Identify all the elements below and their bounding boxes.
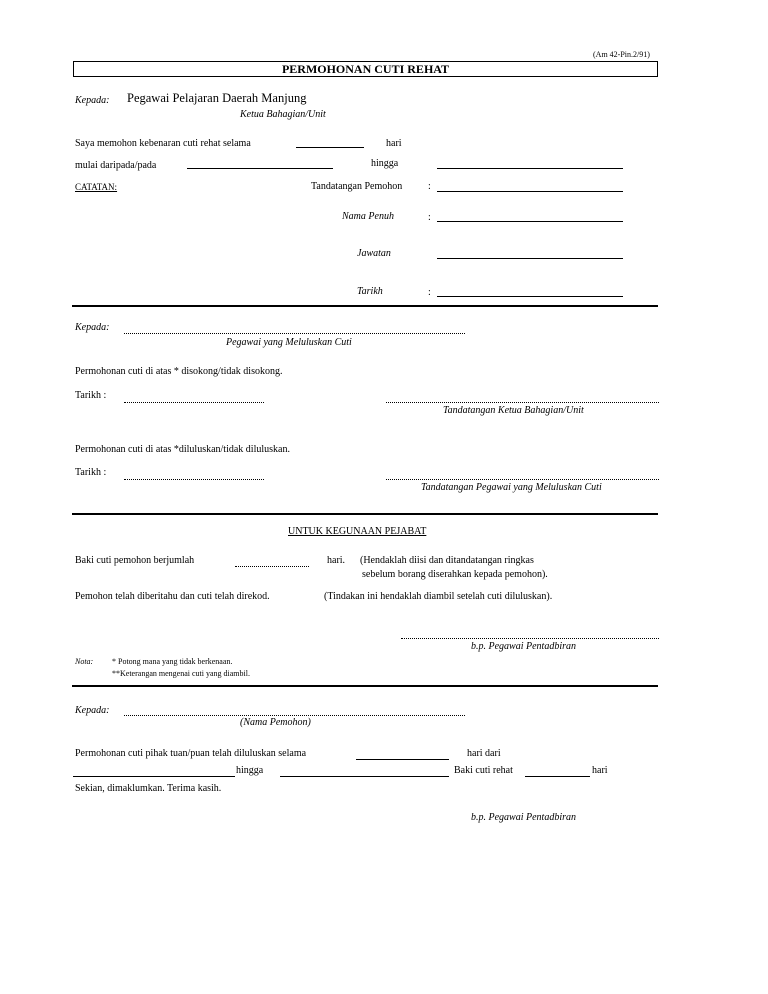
colon: : [428, 181, 431, 192]
applicant-name-label: (Nama Pemohon) [240, 717, 311, 728]
remaining-leave-label: Baki cuti rehat [454, 765, 513, 776]
admin-signature-label-2: b.p. Pegawai Pentadbiran [471, 812, 576, 823]
approved-start-field[interactable] [73, 776, 235, 777]
until-label-4: hingga [236, 765, 264, 776]
form-code: (Am 42-Pin.2/91) [593, 50, 650, 59]
approver-sub-label: Pegawai yang Meluluskan Cuti [226, 337, 352, 348]
approve-date-label: Tarikh : [75, 467, 107, 478]
form-title: PERMOHONAN CUTI REHAT [73, 61, 658, 77]
applicant-name-field[interactable] [124, 715, 465, 716]
colon: : [428, 212, 431, 223]
note-1: * Potong mana yang tidak berkenaan. [112, 657, 233, 666]
balance-field[interactable] [235, 566, 309, 567]
kepada-label-4: Kepada: [75, 705, 110, 716]
until-label: hingga [371, 158, 399, 169]
note-2: **Keterangan mengenai cuti yang diambil. [112, 669, 250, 678]
full-name-label: Nama Penuh [342, 211, 394, 222]
date-label: Tarikh [357, 286, 383, 297]
notified-note: (Tindakan ini hendaklah diambil setelah cuti diluluskan). [324, 591, 553, 602]
approve-text: Permohonan cuti di atas *diluluskan/tidak diluluskan. [75, 444, 290, 455]
kepada-sub-label: Ketua Bahagian/Unit [240, 109, 326, 120]
admin-signature-label: b.p. Pegawai Pentadbiran [471, 641, 576, 652]
section-divider [72, 685, 658, 687]
start-date-field[interactable] [187, 168, 333, 169]
remaining-leave-field[interactable] [525, 776, 590, 777]
colon: : [428, 287, 431, 298]
notified-text: Pemohon telah diberitahu dan cuti telah direkod. [75, 591, 270, 602]
section-divider [72, 305, 658, 307]
position-label: Jawatan [357, 248, 391, 259]
kepada-label: Kepada: [75, 95, 110, 106]
signature-label: Tandatangan Pemohon [311, 181, 403, 192]
approve-signature-label: Tandatangan Pegawai yang Meluluskan Cuti [421, 482, 602, 493]
balance-unit: hari. [327, 555, 346, 566]
support-date-field[interactable] [124, 402, 264, 403]
days-unit: hari [386, 138, 402, 149]
days-field[interactable] [296, 147, 364, 148]
balance-note-1: (Hendaklah diisi dan ditandatangan ringkas [360, 555, 534, 566]
end-date-field[interactable] [437, 168, 623, 169]
approve-date-field[interactable] [124, 479, 264, 480]
catatan-label: CATATAN: [75, 182, 118, 192]
request-days-text: Saya memohon kebenaran cuti rehat selama [75, 138, 251, 149]
support-date-label: Tarikh : [75, 390, 107, 401]
kepada-value: Pegawai Pelajaran Daerah Manjung [127, 91, 307, 105]
approved-text: Permohonan cuti pihak tuan/puan telah diluluskan selama [75, 748, 307, 759]
balance-text: Baki cuti pemohon berjumlah [75, 555, 195, 566]
support-text: Permohonan cuti di atas * disokong/tidak disokong. [75, 366, 283, 377]
position-field[interactable] [437, 258, 623, 259]
approved-days-field[interactable] [356, 759, 449, 760]
days-unit-4: hari [592, 765, 608, 776]
start-date-text: mulai daripada/pada [75, 160, 157, 171]
balance-note-2: sebelum borang diserahkan kepada pemohon). [362, 569, 548, 580]
approved-end-field[interactable] [280, 776, 449, 777]
signature-field[interactable] [437, 191, 623, 192]
office-use-heading: UNTUK KEGUNAAN PEJABAT [288, 526, 427, 537]
approver-field[interactable] [124, 333, 465, 334]
approve-signature-field[interactable] [386, 479, 659, 480]
kepada-label-2: Kepada: [75, 322, 110, 333]
closing-text: Sekian, dimaklumkan. Terima kasih. [75, 783, 222, 794]
support-signature-field[interactable] [386, 402, 659, 403]
note-label: Nota: [75, 657, 94, 666]
full-name-field[interactable] [437, 221, 623, 222]
date-field[interactable] [437, 296, 623, 297]
days-from-label: hari dari [467, 748, 501, 759]
admin-signature-field[interactable] [401, 638, 659, 639]
support-signature-label: Tandatangan Ketua Bahagian/Unit [443, 405, 584, 416]
section-divider [72, 513, 658, 515]
